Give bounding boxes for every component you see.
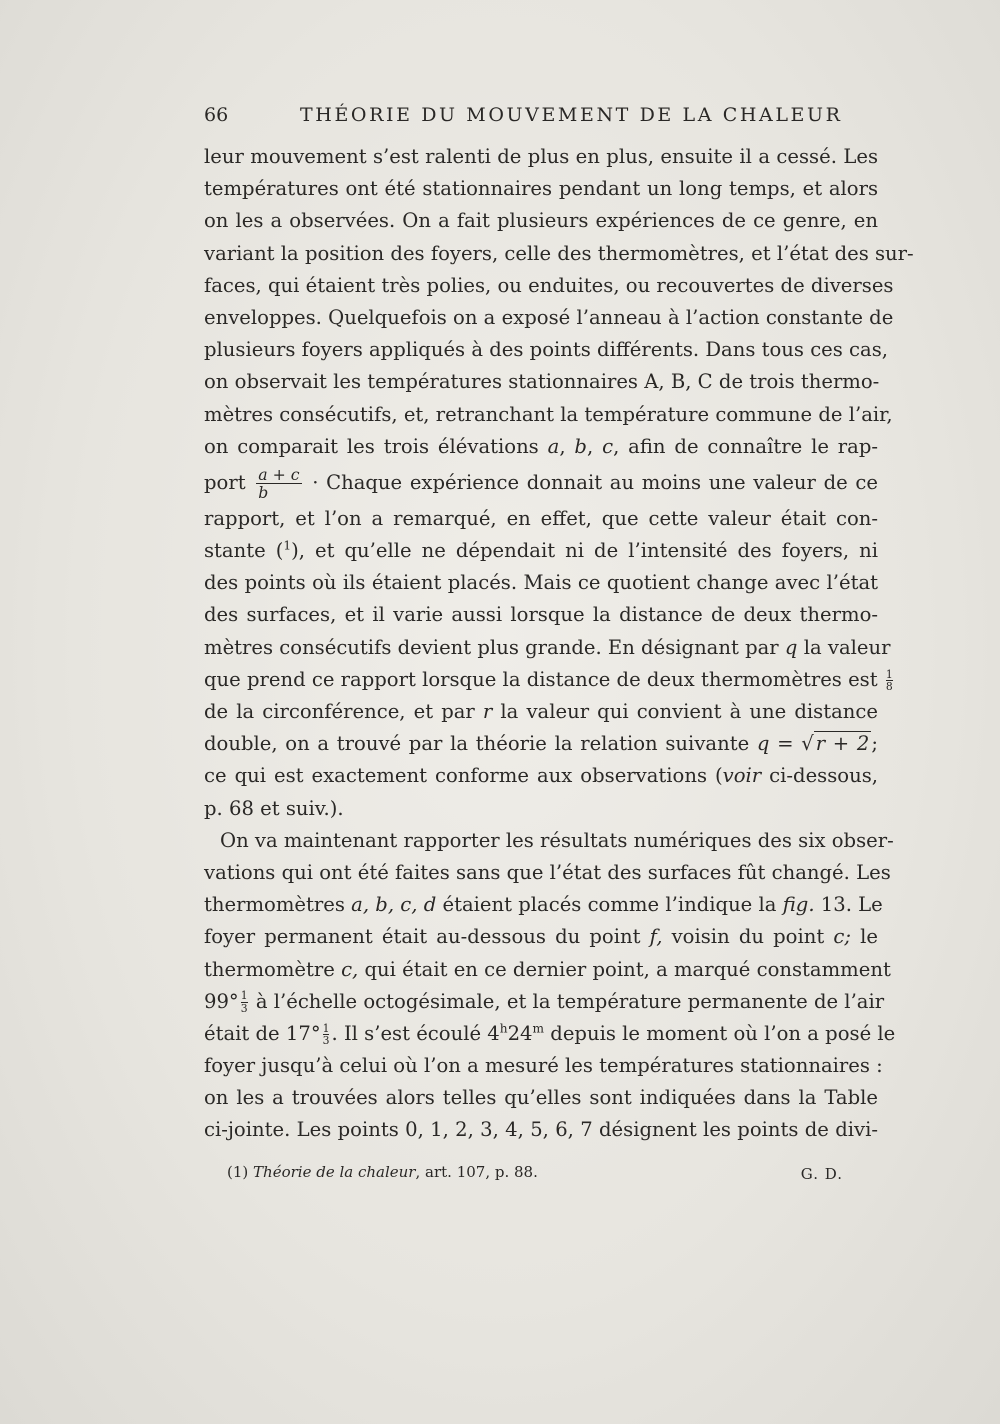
text-segment: . Il s’est écoulé 4 <box>331 1021 500 1045</box>
text-line <box>204 664 893 696</box>
text-segment: voisin du point <box>671 925 825 949</box>
text-line <box>204 954 891 986</box>
equals-radical: = √ <box>769 732 814 756</box>
variable: c, <box>341 957 359 981</box>
text-line: on comparait les trois élévations a, b, c, afin de connaître le rap- <box>204 434 879 458</box>
text-segment: ), et qu’elle ne dépendait ni de l’intensité des foyers, ni <box>291 539 878 563</box>
variable: c; <box>833 925 851 949</box>
text-line: foyer jusqu’à celui où l’on a mesuré les températures stationnaires : <box>204 1054 883 1078</box>
footnote-ref-text: , art. 107, p. 88. <box>415 1163 538 1181</box>
text-segment: afin de connaître le rap- <box>628 434 879 458</box>
text-line <box>204 728 878 760</box>
italic-word: voir <box>722 764 762 788</box>
text-segment: port <box>204 470 246 494</box>
fraction-numerator: a + c <box>258 464 300 484</box>
variable: c <box>602 434 614 458</box>
fraction <box>886 669 893 693</box>
text-line <box>204 986 885 1018</box>
text-line: des surfaces, et il varie aussi lorsque la distance de deux thermo- <box>204 603 878 627</box>
variable: a <box>547 434 560 458</box>
text-line: on les a trouvées alors telles qu’elles sont indiquées dans la Table <box>204 1086 878 1110</box>
text-segment: que prend ce rapport lorsque la distance de deux thermomètres est <box>204 667 878 691</box>
text-line: rapport, et l’on a remarqué, en effet, que cette valeur était con- <box>204 506 878 530</box>
variable: f, <box>649 925 663 949</box>
running-head <box>204 104 876 130</box>
text-line: plusieurs foyers appliqués à des points différents. Dans tous ces cas, <box>204 338 888 362</box>
variable: b <box>574 434 587 458</box>
fraction <box>323 1023 330 1047</box>
fraction-numerator: 1 <box>322 1021 330 1035</box>
text-segment: étaient placés comme l’indique la <box>442 893 777 917</box>
body-text <box>204 141 914 1147</box>
text-segment: la valeur qui convient à une distance <box>500 700 878 723</box>
text-segment: thermomètre <box>204 957 335 981</box>
text-line: on les a observées. On a fait plusieurs expériences de ce genre, en <box>204 209 878 233</box>
text-segment: de la circonférence, et par <box>204 700 475 723</box>
text-segment: · Chaque expérience donnait au moins une valeur de ce <box>312 470 878 494</box>
text-line: On va maintenant rapporter les résultats numériques des six obser- <box>220 828 894 852</box>
text-line: enveloppes. Quelquefois on a exposé l’anneau à l’action constante de <box>204 305 894 329</box>
text-segment: mètres consécutifs devient plus grande. En désignant par <box>204 635 779 659</box>
variable: a, b, c, d <box>351 893 437 917</box>
text-line <box>204 696 878 728</box>
text-line: on observait les températures stationnaires A, B, C de trois thermo- <box>204 370 880 394</box>
text-segment: à l’échelle octogésimale, et la température permanente de l’air <box>255 989 885 1013</box>
text-line: des points où ils étaient placés. Mais ce quotient change avec l’état <box>204 571 878 595</box>
text-segment: ci-dessous, <box>761 764 878 788</box>
footnote-ref: 1 <box>283 538 292 553</box>
text-segment: le <box>860 925 879 949</box>
text-line <box>204 535 878 567</box>
superscript: m <box>532 1021 545 1036</box>
text-line <box>204 463 878 503</box>
fraction-denominator: 8 <box>885 679 893 693</box>
text-segment: était de 17° <box>204 1021 321 1045</box>
superscript: h <box>499 1021 508 1036</box>
text-segment: ; <box>871 732 878 756</box>
text-segment: 13. Le <box>820 893 883 917</box>
fraction-numerator: 1 <box>240 989 248 1003</box>
text-segment: stante ( <box>204 539 284 563</box>
text-segment: double, on a trouvé par la théorie la relation suivante <box>204 732 750 756</box>
text-line <box>204 760 878 792</box>
footnote-text <box>227 1163 538 1181</box>
text-line: vations qui ont été faites sans que l’état des surfaces fût changé. Les <box>204 860 891 884</box>
page-number: 66 <box>204 104 229 126</box>
variable: q <box>784 635 798 659</box>
text-line: mètres consécutifs, et, retranchant la température commune de l’air, <box>204 402 893 426</box>
text-segment: ce qui est exactement conforme aux observations ( <box>204 764 723 788</box>
footnote-signature: G. D. <box>800 1165 843 1183</box>
italic-word: fig. <box>782 893 815 917</box>
text-segment: la valeur <box>803 635 891 659</box>
text-segment: 24 <box>507 1021 533 1045</box>
running-title: THÉORIE DU MOUVEMENT DE LA CHALEUR <box>300 104 843 126</box>
fraction-numerator: 1 <box>885 667 893 681</box>
text-segment: thermomètres <box>204 893 345 917</box>
text-line <box>204 889 883 921</box>
footnote <box>227 1163 843 1187</box>
text-line <box>204 1018 896 1050</box>
fraction <box>256 466 301 502</box>
text-line: températures ont été stationnaires pendant un long temps, et alors <box>204 177 878 201</box>
text-line: p. 68 et suiv.). <box>204 796 344 820</box>
text-segment: on comparait les trois élévations <box>204 434 539 458</box>
text-segment: qui était en ce dernier point, a marqué constamment <box>364 957 891 981</box>
footnote-title: Théorie de la chaleur <box>253 1163 416 1181</box>
variable: r <box>482 700 493 723</box>
text-line: faces, qui étaient très polies, ou enduites, ou recouvertes de diverses <box>204 273 894 297</box>
text-line <box>204 632 891 664</box>
text-segment: foyer permanent était au-dessous du point <box>204 925 641 949</box>
radicand: r + 2 <box>815 732 870 756</box>
text-segment: 99° <box>204 989 239 1013</box>
text-line: variant la position des foyers, celle des thermomètres, et l’état des sur- <box>204 241 914 265</box>
variable: q <box>756 732 770 756</box>
text-line: ci-jointe. Les points 0, 1, 2, 3, 4, 5, 6, 7 désignent les points de divi- <box>204 1118 878 1142</box>
footnote-mark: (1) <box>227 1163 249 1181</box>
text-segment: depuis le moment où l’on a posé le <box>544 1021 896 1045</box>
fraction-denominator: 3 <box>322 1033 330 1047</box>
text-line: leur mouvement s’est ralenti de plus en plus, ensuite il a cessé. Les <box>204 145 878 168</box>
text-line <box>204 921 878 953</box>
fraction-denominator: b <box>258 482 269 502</box>
fraction-denominator: 3 <box>240 1001 248 1015</box>
fraction <box>241 990 248 1014</box>
